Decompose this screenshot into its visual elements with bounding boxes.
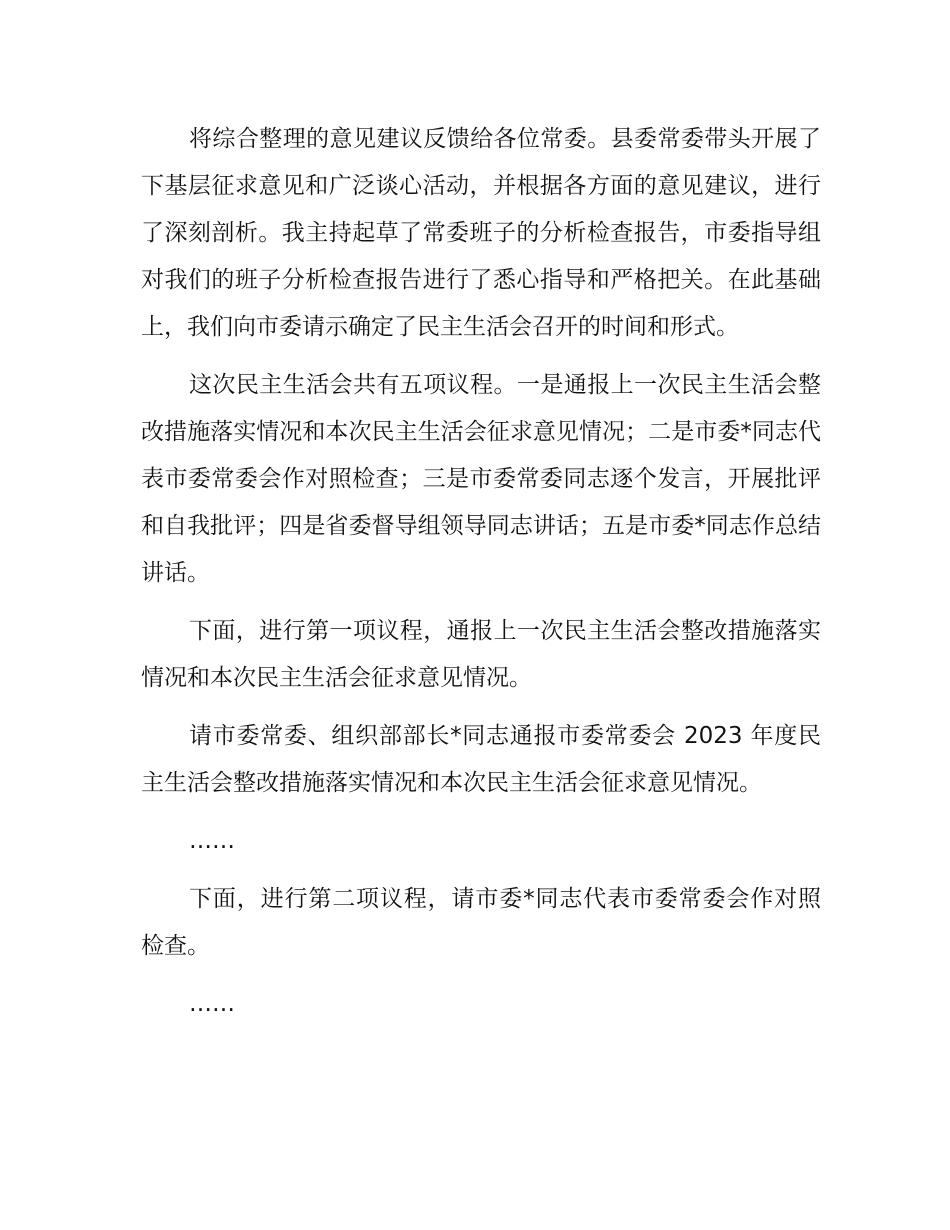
paragraph-agenda-overview: 这次民主生活会共有五项议程。一是通报上一次民主生活会整改措施落实情况和本次民主生活会征求意见情况；二是市委*同志代表市委常委会作对照检查；三是市委常委同志逐个发言，开展批评和自我批评；四是省委督导组领导同志讲话；五是市委*同志作总结讲话。 (141, 372, 821, 586)
document-body (141, 116, 821, 1039)
paragraph-agenda-item-1: 下面，进行第一项议程，通报上一次民主生活会整改措施落实情况和本次民主生活会征求意见情况。 (141, 618, 821, 691)
paragraph-agenda-item-2: 下面，进行第二项议程，请市委*同志代表市委常委会作对照检查。 (141, 886, 821, 959)
paragraph-preparation: 将综合整理的意见建议反馈给各位常委。县委常委带头开展了下基层征求意见和广泛谈心活动，并根据各方面的意见建议，进行了深刻剖析。我主持起草了常委班子的分析检查报告，市委指导组对我们的班子分析检查报告进行了悉心指导和严格把关。在此基础上，我们向市委请示确定了民主生活会召开的时间和形式。 (141, 126, 821, 340)
ellipsis-1: …… (189, 828, 235, 854)
paragraph-report-request: 请市委常委、组织部部长*同志通报市委常委会 2023 年度民主生活会整改措施落实情况和本次民主生活会征求意见情况。 (141, 723, 821, 796)
ellipsis-2: …… (189, 991, 235, 1017)
